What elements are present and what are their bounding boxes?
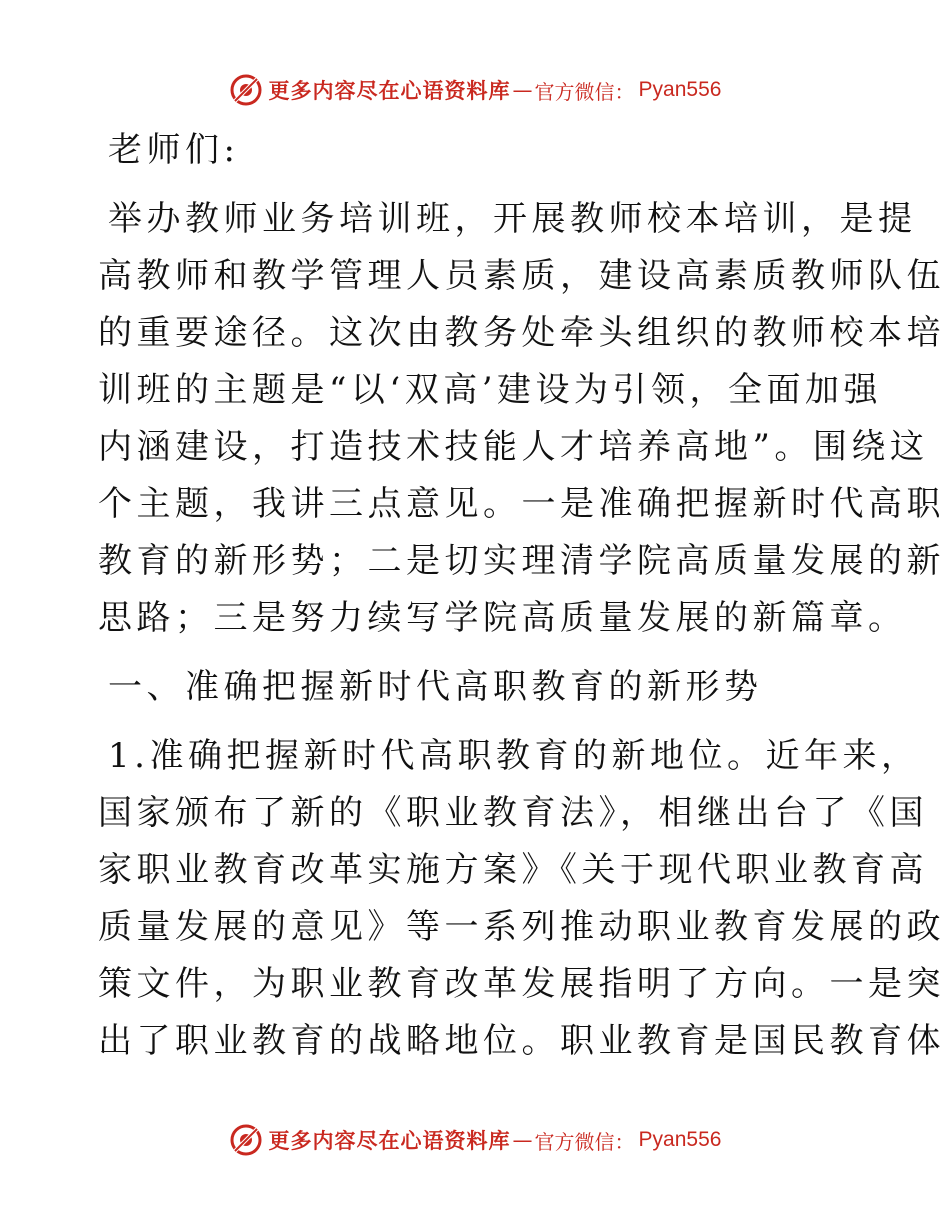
salutation: 老师们: bbox=[108, 130, 240, 170]
footer-dash: — bbox=[512, 1128, 533, 1152]
footer-brand-text: 更多内容尽在心语资料库 bbox=[268, 1128, 511, 1153]
point-line: 家职业教育改革实施方案》《关于现代职业教育高 bbox=[98, 850, 928, 890]
header-handle: Pyan556 bbox=[638, 78, 722, 101]
brand-logo-icon bbox=[229, 1123, 263, 1157]
header-contact-label: 官方微信： bbox=[534, 79, 635, 104]
header-dash: — bbox=[512, 78, 533, 102]
footer-contact-label: 官方微信： bbox=[534, 1129, 635, 1154]
footer-handle: Pyan556 bbox=[638, 1128, 722, 1151]
point-line: 策文件，为职业教育改革发展指明了方向。一是突 bbox=[98, 964, 945, 1004]
header-brand-text: 更多内容尽在心语资料库 bbox=[268, 78, 511, 103]
point-line: 出了职业教育的战略地位。职业教育是国民教育体 bbox=[98, 1021, 945, 1061]
document-body bbox=[98, 122, 945, 1070]
intro-line: 教育的新形势；二是切实理清学院高质量发展的新 bbox=[98, 541, 945, 581]
intro-line: 举办教师业务培训班，开展教师校本培训，是提 bbox=[108, 199, 917, 239]
intro-line: 高教师和教学管理人员素质，建设高素质教师队伍 bbox=[98, 256, 945, 296]
header-banner bbox=[0, 70, 950, 110]
point-line: 国家颁布了新的《职业教育法》，相继出台了《国 bbox=[98, 793, 928, 833]
point-line: 质量发展的意见》等一系列推动职业教育发展的政 bbox=[98, 907, 945, 947]
brand-logo-icon bbox=[229, 73, 263, 107]
point-line: 1.准确把握新时代高职教育的新地位。近年来， bbox=[108, 736, 920, 776]
intro-line: 训班的主题是“以‘双高’建设为引领，全面加强 bbox=[98, 370, 882, 410]
footer-banner bbox=[0, 1120, 950, 1160]
section-heading: 一、准确把握新时代高职教育的新形势 bbox=[108, 667, 763, 707]
intro-line: 的重要途径。这次由教务处牵头组织的教师校本培 bbox=[98, 313, 945, 353]
intro-line: 思路；三是努力续写学院高质量发展的新篇章。 bbox=[98, 598, 907, 638]
intro-line: 内涵建设，打造技术技能人才培养高地”。围绕这 bbox=[98, 427, 929, 467]
intro-line: 个主题，我讲三点意见。一是准确把握新时代高职 bbox=[98, 484, 945, 524]
